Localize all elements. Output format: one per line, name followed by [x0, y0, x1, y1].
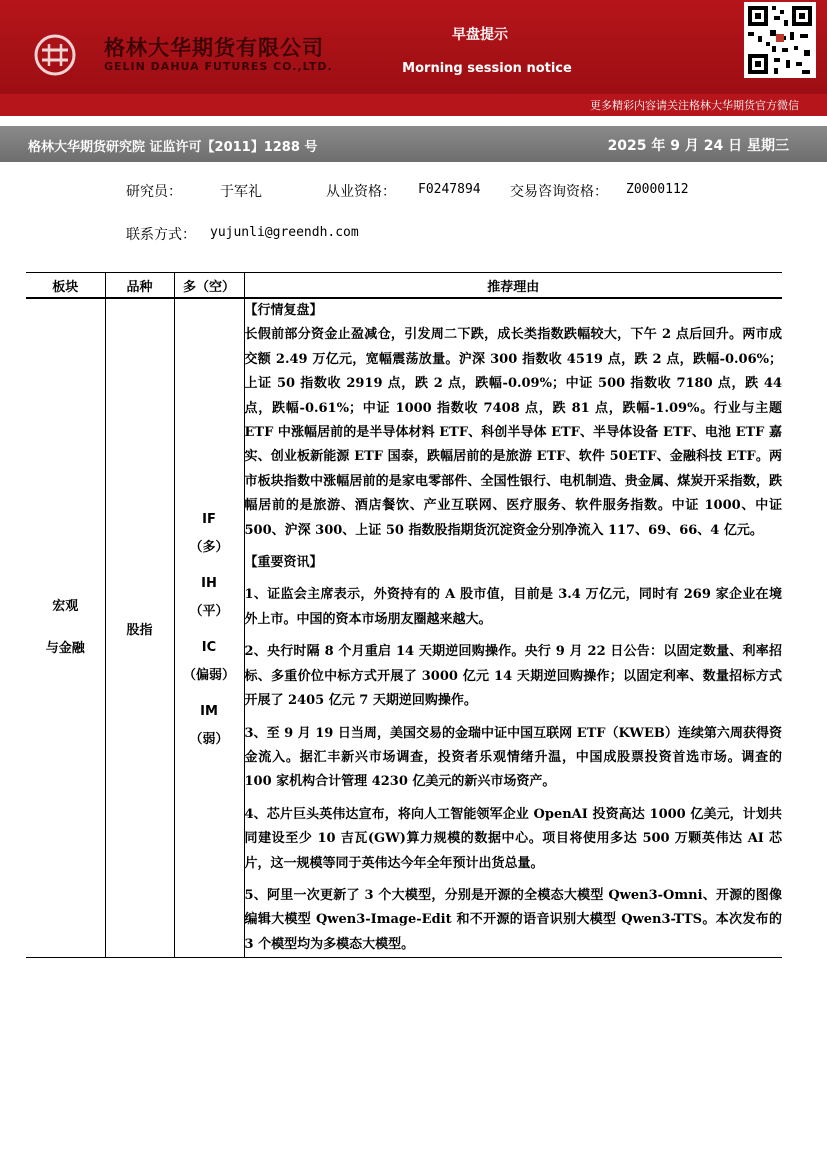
news-item-2: 2、央行时隔 8 个月重启 14 天期逆回购操作。央行 9 月 22 日公告：以固定数量、利率招标、多重价位中标方式开展了 3000 亿元 14 天期逆回购操作；以固定利率、数量招标方式开展了 2405 亿元 7 天期逆回购操作。: [244, 644, 782, 709]
qualification-number: F0247894: [418, 182, 481, 197]
header-direction: 多（空）: [174, 273, 244, 299]
header-reason: 推荐理由: [244, 273, 782, 299]
wechat-note: 更多精彩内容请关注格林大华期货官方微信: [590, 99, 799, 112]
news-title: 【重要资讯】: [244, 555, 323, 571]
direction-item: [175, 504, 244, 560]
page-header: [0, 0, 827, 94]
contact-email: yujunli@greendh.com: [210, 225, 359, 240]
direction-item: [175, 632, 244, 688]
news-item-5: 5、阿里一次更新了 3 个大模型，分别是开源的全模态大模型 Qwen3-Omni、开源的图像编辑大模型 Qwen3-Image-Edit 和不开源的语音识别大模型 Qwen3-TTS。本次发布的 3 个模型均为多模态大模型。: [244, 887, 782, 952]
direction-code: IC: [201, 640, 217, 656]
contact-label: 联系方式：: [126, 227, 196, 243]
company-name-en: GELIN DAHUA FUTURES CO.,LTD.: [104, 60, 333, 73]
direction-code: IM: [200, 704, 218, 720]
direction-view: （平）: [189, 604, 229, 620]
company-logo-icon: [34, 34, 76, 76]
sector-line2: 与金融: [45, 641, 85, 657]
recommendation-table: [26, 272, 782, 958]
company-name-cn: 格林大华期货有限公司: [104, 36, 324, 60]
review-text: 长假前部分资金止盈减仓，引发周二下跌，成长类指数跌幅较大，下午 2 点后回升。两市成交额 2.49 万亿元，宽幅震荡放量。沪深 300 指数收 4519 点，跌 2 点，跌幅-0.06%；上证 50 指数收 2919 点，跌 2 点，跌幅-0.09%；中证 500 指数收 7180 点，跌 44 点，跌幅-0.61%；中证 1000 指数收 7408 点，跌 81 点，跌幅-1.09%。行业与主题 ETF 中涨幅居前的是半导体材料 ETF、科创半导体 ETF、半导体设备 ETF、电池 ETF 嘉实、创业板新能源 ETF 国泰，跌幅居前的是旅游 ETF、软件 50ETF、金融科技 ETF。两市板块指数中涨幅居前的是家电零部件、全国性银行、电机制造、贵金属、煤炭开采指数，跌幅居前的是旅游、酒店餐饮、产业互联网、医疗服务、软件服务指数。中证 1000、中证 500、沪深 300、上证 50 指数股指期货沉淀资金分别净流入 117、69、66、4 亿元。: [244, 327, 782, 538]
direction-view: （多）: [189, 540, 229, 556]
wechat-note-strip: [0, 94, 827, 116]
consult-number: Z0000112: [626, 182, 689, 197]
header-product: 品种: [105, 273, 174, 299]
direction-view: （弱）: [189, 732, 229, 748]
researcher-label: 研究员：: [126, 184, 182, 200]
table-header-row: [26, 273, 782, 299]
consult-label: 交易咨询资格：: [510, 184, 608, 200]
sector-line1: 宏观: [52, 599, 79, 615]
table-row: [26, 298, 782, 958]
wechat-qr-code-icon: [744, 2, 816, 78]
report-date: 2025 年 9 月 24 日 星期三: [607, 138, 789, 154]
direction-item: [175, 568, 244, 624]
direction-code: IF: [202, 512, 216, 528]
sector-cell: [26, 298, 105, 958]
news-item-4: 4、芯片巨头英伟达宣布，将向人工智能领军企业 OpenAI 投资高达 1000 亿美元，计划共同建设至少 10 吉瓦(GW)算力规模的数据中心。项目将使用多达 500 万颗英伟达 AI 芯片，这一规模等同于英伟达今年全年预计出货总量。: [244, 806, 782, 871]
researcher-name: 于军礼: [220, 184, 262, 200]
news-item-1: 1、证监会主席表示，外资持有的 A 股市值，目前是 3.4 万亿元，同时有 269 家企业在境外上市。中国的资本市场朋友圈越来越大。: [244, 587, 782, 627]
page-subtitle: Morning session notice: [402, 61, 572, 76]
reason-cell: [244, 298, 782, 958]
direction-item: [175, 696, 244, 752]
product-cell: 股指: [105, 298, 174, 958]
page-title: 早盘提示: [452, 27, 508, 43]
direction-view: （偏弱）: [182, 668, 235, 684]
institute-license: 格林大华期货研究院 证监许可【2011】1288 号: [28, 140, 318, 155]
qualification-label: 从业资格：: [326, 184, 396, 200]
info-bar: [0, 126, 827, 162]
direction-code: IH: [201, 576, 217, 592]
header-sector: 板块: [26, 273, 105, 299]
direction-cell: [174, 298, 244, 958]
news-item-3: 3、至 9 月 19 日当周，美国交易的金瑞中证中国互联网 ETF（KWEB）连续第六周获得资金流入。据汇丰新兴市场调查，投资者乐观情绪升温，中国成股票投资首选市场。调查的 100 家机构合计管理 4230 亿美元的新兴市场资产。: [244, 725, 782, 790]
review-title: 【行情复盘】: [244, 303, 323, 318]
